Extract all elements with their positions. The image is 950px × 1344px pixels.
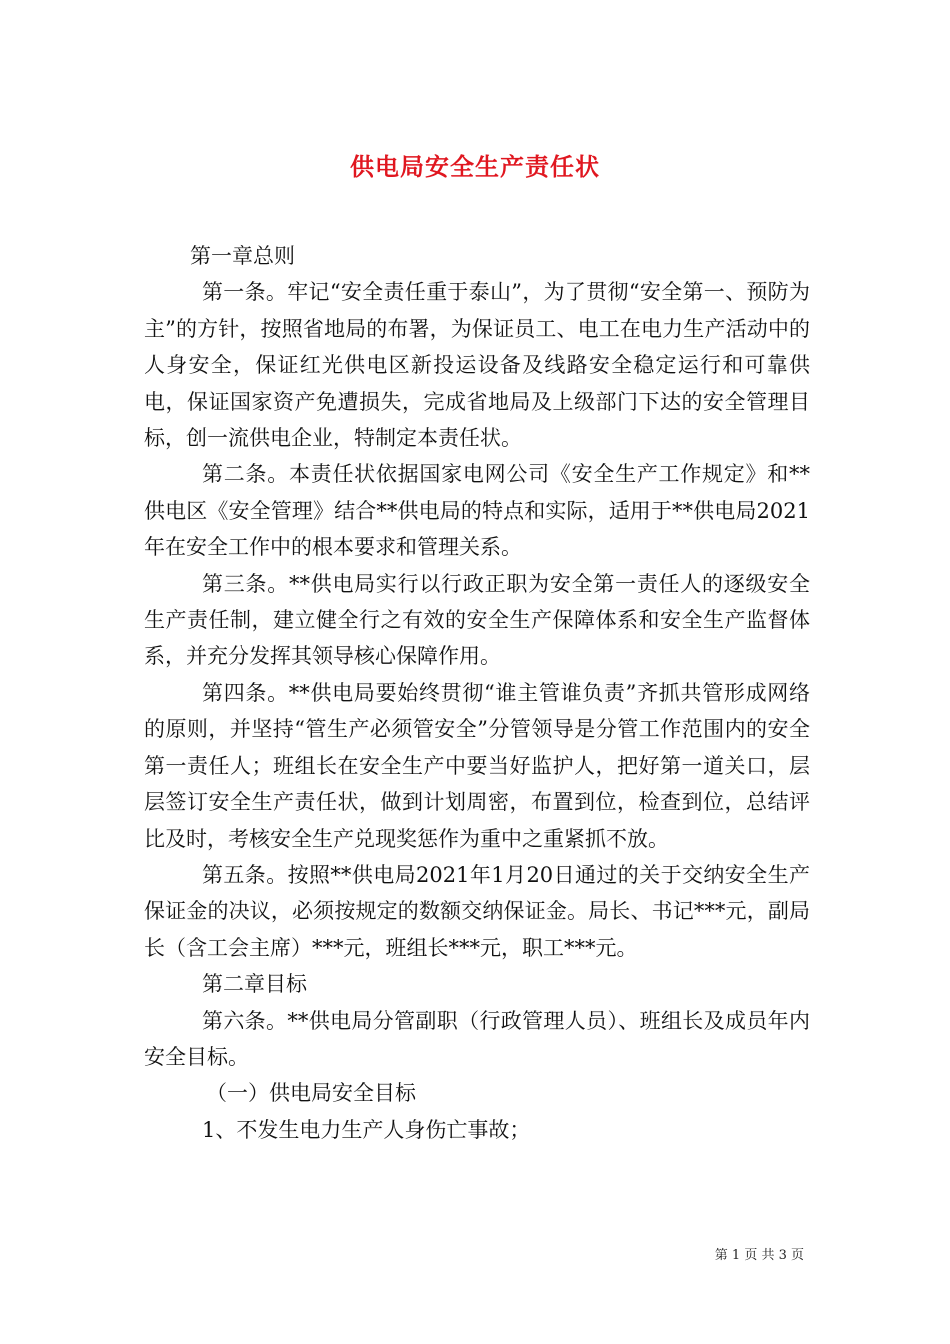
page-number: 第 1 页 共 3 页 — [714, 1248, 804, 1263]
article-paragraph: 第五条。按照**供电局2021年1月20日通过的关于交纳安全生产保证金的决议，必须按规定的数额交纳保证金。局长、书记***元，副局长（含工会主席）***元，班组长***元，职工***元。 — [144, 862, 810, 960]
chapter-heading: 第二章目标 — [202, 972, 307, 997]
article-paragraph: 第六条。**供电局分管副职（行政管理人员）、班组长及成员年内安全目标。 — [144, 1008, 810, 1069]
article-paragraph: 第二条。本责任状依据国家电网公司《安全生产工作规定》和**供电区《安全管理》结合**供电局的特点和实际，适用于**供电局2021年在安全工作中的根本要求和管理关系。 — [144, 462, 810, 560]
document-body — [144, 238, 810, 1148]
article-paragraph: 第四条。**供电局要始终贯彻“谁主管谁负责”齐抓共管形成网络的原则，并坚持“管生产必须管安全”分管领导是分管工作范围内的安全第一责任人；班组长在安全生产中要当好监护人，把好第一道关口，层层签订安全生产责任状，做到计划周密，布置到位，检查到位，总结评比及时，考核安全生产兑现奖惩作为重中之重紧抓不放。 — [144, 680, 810, 851]
article-paragraph: 第三条。**供电局实行以行政正职为安全第一责任人的逐级安全生产责任制，建立健全行之有效的安全生产保障体系和安全生产监督体系，并充分发挥其领导核心保障作用。 — [144, 571, 810, 669]
article-paragraph: 第一条。牢记“安全责任重于泰山”，为了贯彻“安全第一、预防为主”的方针，按照省地局的布署，为保证员工、电工在电力生产活动中的人身安全，保证红光供电区新投运设备及线路安全稳定运行和可靠供电，保证国家资产免遭损失，完成省地局及上级部门下达的安全管理目标，创一流供电企业，特制定本责任状。 — [144, 280, 810, 451]
section-heading: （一）供电局安全目标 — [206, 1081, 416, 1106]
document-title: 供电局安全生产责任状 — [350, 152, 600, 182]
list-item: 1、不发生电力生产人身伤亡事故； — [202, 1117, 531, 1142]
chapter-heading: 第一章总则 — [190, 244, 295, 268]
